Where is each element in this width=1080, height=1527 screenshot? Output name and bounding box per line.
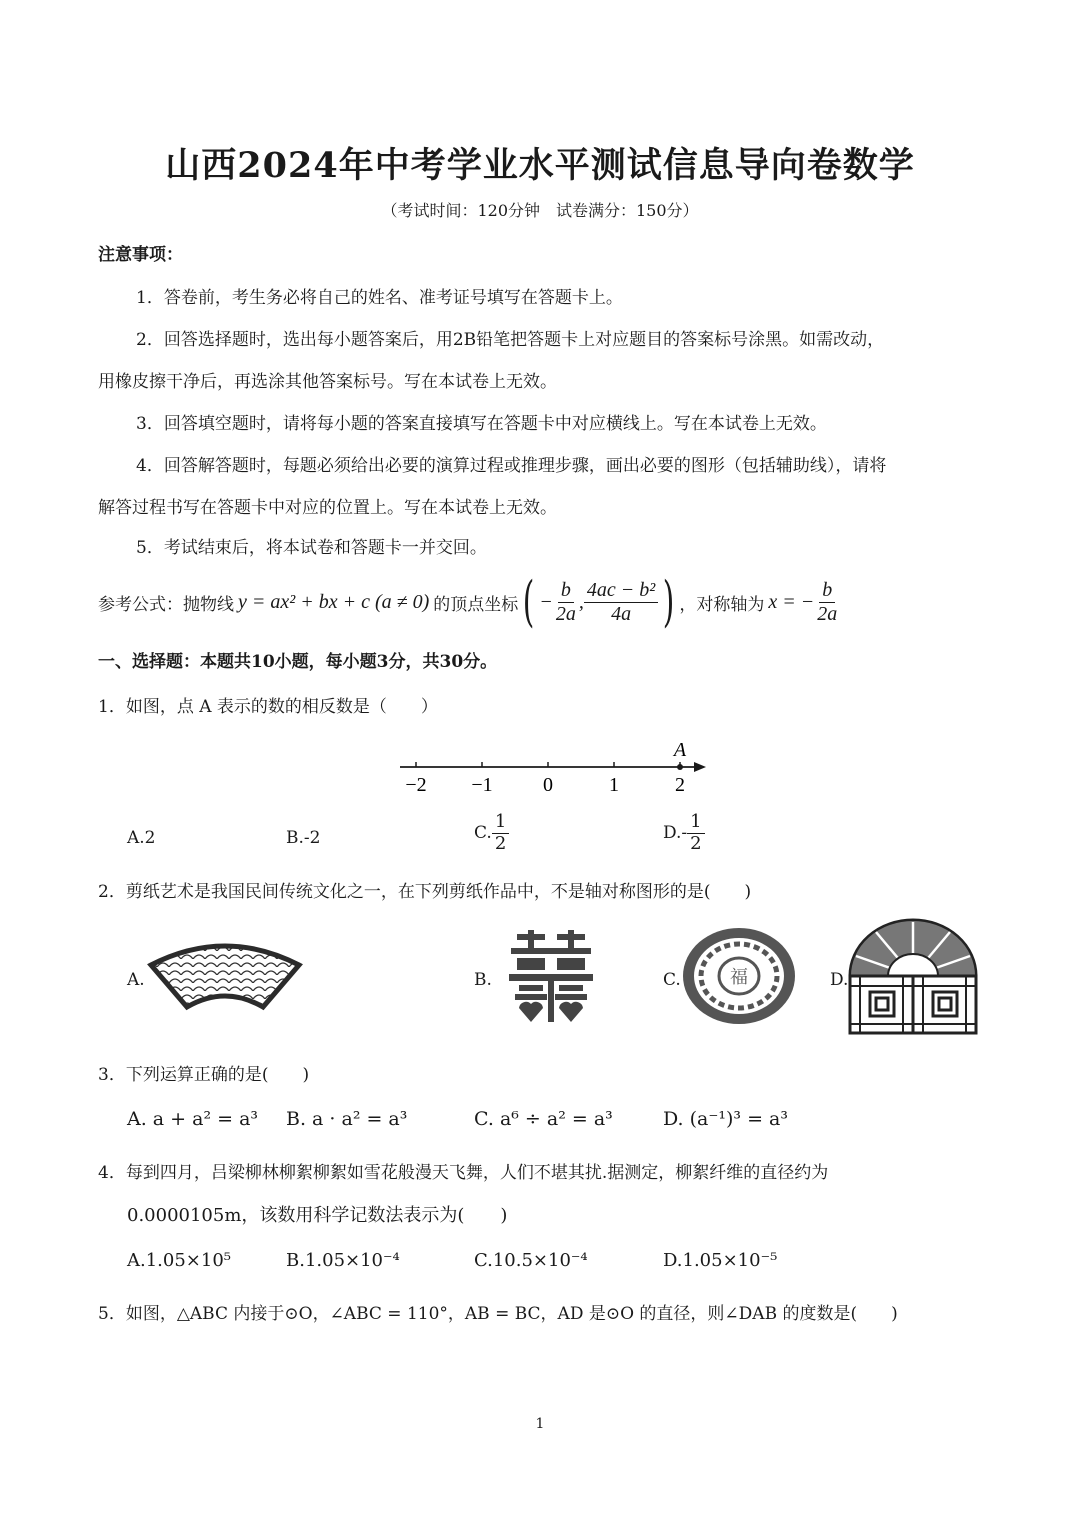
number-line-tick-label: −1	[471, 774, 493, 796]
question-2-stem: 2．剪纸艺术是我国民间传统文化之一，在下列剪纸作品中，不是轴对称图形的是( )	[98, 882, 752, 902]
question-4-stem-2: 0.0000105m，该数用科学记数法表示为( )	[127, 1205, 508, 1226]
right-paren: )	[662, 570, 675, 633]
axis-fraction	[814, 579, 840, 626]
exam-info: （考试时间：120分钟 试卷满分：150分）	[381, 201, 699, 220]
reference-formula: 参考公式：抛物线 y = ax² + bx + c (a ≠ 0) 的顶点坐标 ( − $\frac{b}{2a}$ , $\frac{\text{4ac − b²}}{4a}$ ) ，对称轴为 x = − $\frac{b}{2a}$	[98, 572, 840, 632]
q4-option-d: D.1.05×10⁻⁵	[663, 1250, 778, 1271]
vertex-y-den: 4a	[611, 602, 632, 625]
q1-option-c	[474, 812, 509, 854]
parabola-equation: y = ax² + bx + c (a ≠ 0)	[238, 590, 430, 613]
page-title: 山西2024年中考学业水平测试信息导向卷数学	[165, 145, 915, 186]
q3-option-b: B. a · a² = a³	[286, 1108, 408, 1130]
left-paren: (	[523, 570, 535, 633]
q1-option-b: B.-2	[286, 828, 321, 848]
q1-c-num: 1	[492, 812, 509, 834]
notice-item: 解答过程书写在答题卡中对应的位置上。写在本试卷上无效。	[98, 498, 557, 518]
axis-den: 2a	[817, 602, 838, 625]
formula-middle: 的顶点坐标	[433, 594, 519, 615]
section-heading: 一、选择题：本题共10小题，每小题3分，共30分。	[98, 652, 498, 672]
window-papercut-image	[848, 918, 978, 1036]
fu-papercut-image	[680, 926, 798, 1026]
number-line-figure	[390, 735, 720, 797]
number-line-tick-label: 2	[675, 774, 685, 796]
q3-option-a: A. a + a² = a³	[127, 1108, 259, 1130]
vertex-y	[584, 579, 658, 626]
axis-num: b	[819, 579, 835, 603]
q1-option-d-label: D.-	[663, 823, 688, 844]
q1-c-den: 2	[494, 832, 507, 854]
q1-d-num: 1	[687, 812, 704, 834]
q2-option-b-label: B.	[474, 970, 492, 990]
axis-lhs: x = −	[768, 590, 815, 613]
q3-option-d: D. (a⁻¹)³ = a³	[663, 1108, 788, 1130]
formula-prefix: 参考公式：抛物线	[98, 594, 234, 615]
notice-item: 用橡皮擦干净后，再选涂其他答案标号。写在本试卷上无效。	[98, 372, 557, 392]
notice-item: 3．回答填空题时，请将每小题的答案直接填写在答题卡中对应横线上。写在本试卷上无效。	[136, 414, 827, 434]
question-4-stem: 4．每到四月，吕梁柳林柳絮柳絮如雪花般漫天飞舞，人们不堪其扰.据测定，柳絮纤维的直径约为	[98, 1163, 829, 1183]
page-number: 1	[535, 1416, 545, 1432]
question-5-stem: 5．如图，△ABC 内接于⊙O，∠ABC = 110°，AB = BC，AD 是⊙O 的直径，则∠DAB 的度数是( )	[98, 1304, 898, 1324]
q1-option-d	[663, 812, 705, 854]
point-a-dot	[677, 764, 683, 770]
axis-text: ，对称轴为	[679, 594, 765, 615]
number-line-tick-label: 1	[609, 774, 619, 796]
q1-d-den: 2	[690, 832, 702, 854]
q2-option-c-label: C.	[663, 970, 681, 990]
vertex-x	[553, 579, 579, 626]
notice-item: 5．考试结束后，将本试卷和答题卡一并交回。	[136, 538, 487, 558]
question-3-stem: 3．下列运算正确的是( )	[98, 1065, 310, 1085]
point-a-label: A	[673, 739, 687, 761]
fu-character: 福	[730, 967, 748, 988]
question-1-stem: 1．如图，点 A 表示的数的相反数是（ ）	[98, 697, 438, 717]
number-line-tick-label: −2	[405, 774, 427, 796]
q2-option-d-label: D.	[830, 970, 849, 990]
q1-option-c-label: C.	[474, 823, 492, 844]
notice-item: 2．回答选择题时，选出每小题答案后，用2B铅笔把答题卡上对应题目的答案标号涂黑。如需改动，	[136, 330, 885, 350]
vertex-x-num: b	[558, 579, 574, 603]
q4-option-c: C.10.5×10⁻⁴	[474, 1250, 588, 1271]
notice-item: 4．回答解答题时，每题必须给出必要的演算过程或推理步骤，画出必要的图形（包括辅助线），请将	[136, 456, 887, 476]
double-happiness-image	[505, 930, 597, 1024]
q1-option-a: A.2	[127, 828, 156, 848]
vertex-y-num: 4ac − b²	[584, 579, 658, 603]
notice-heading: 注意事项：	[98, 245, 183, 265]
vertex-x-den: 2a	[555, 602, 576, 625]
number-line-tick-label: 0	[543, 774, 553, 796]
number-line-arrow	[694, 762, 706, 772]
fan-papercut-image	[145, 935, 305, 1015]
notice-item: 1．答卷前，考生务必将自己的姓名、准考证号填写在答题卡上。	[136, 288, 623, 308]
q3-option-c: C. a⁶ ÷ a² = a³	[474, 1108, 613, 1130]
q4-option-a: A.1.05×10⁵	[127, 1250, 232, 1271]
q4-option-b: B.1.05×10⁻⁴	[286, 1250, 400, 1271]
q2-option-a-label: A.	[127, 970, 145, 990]
